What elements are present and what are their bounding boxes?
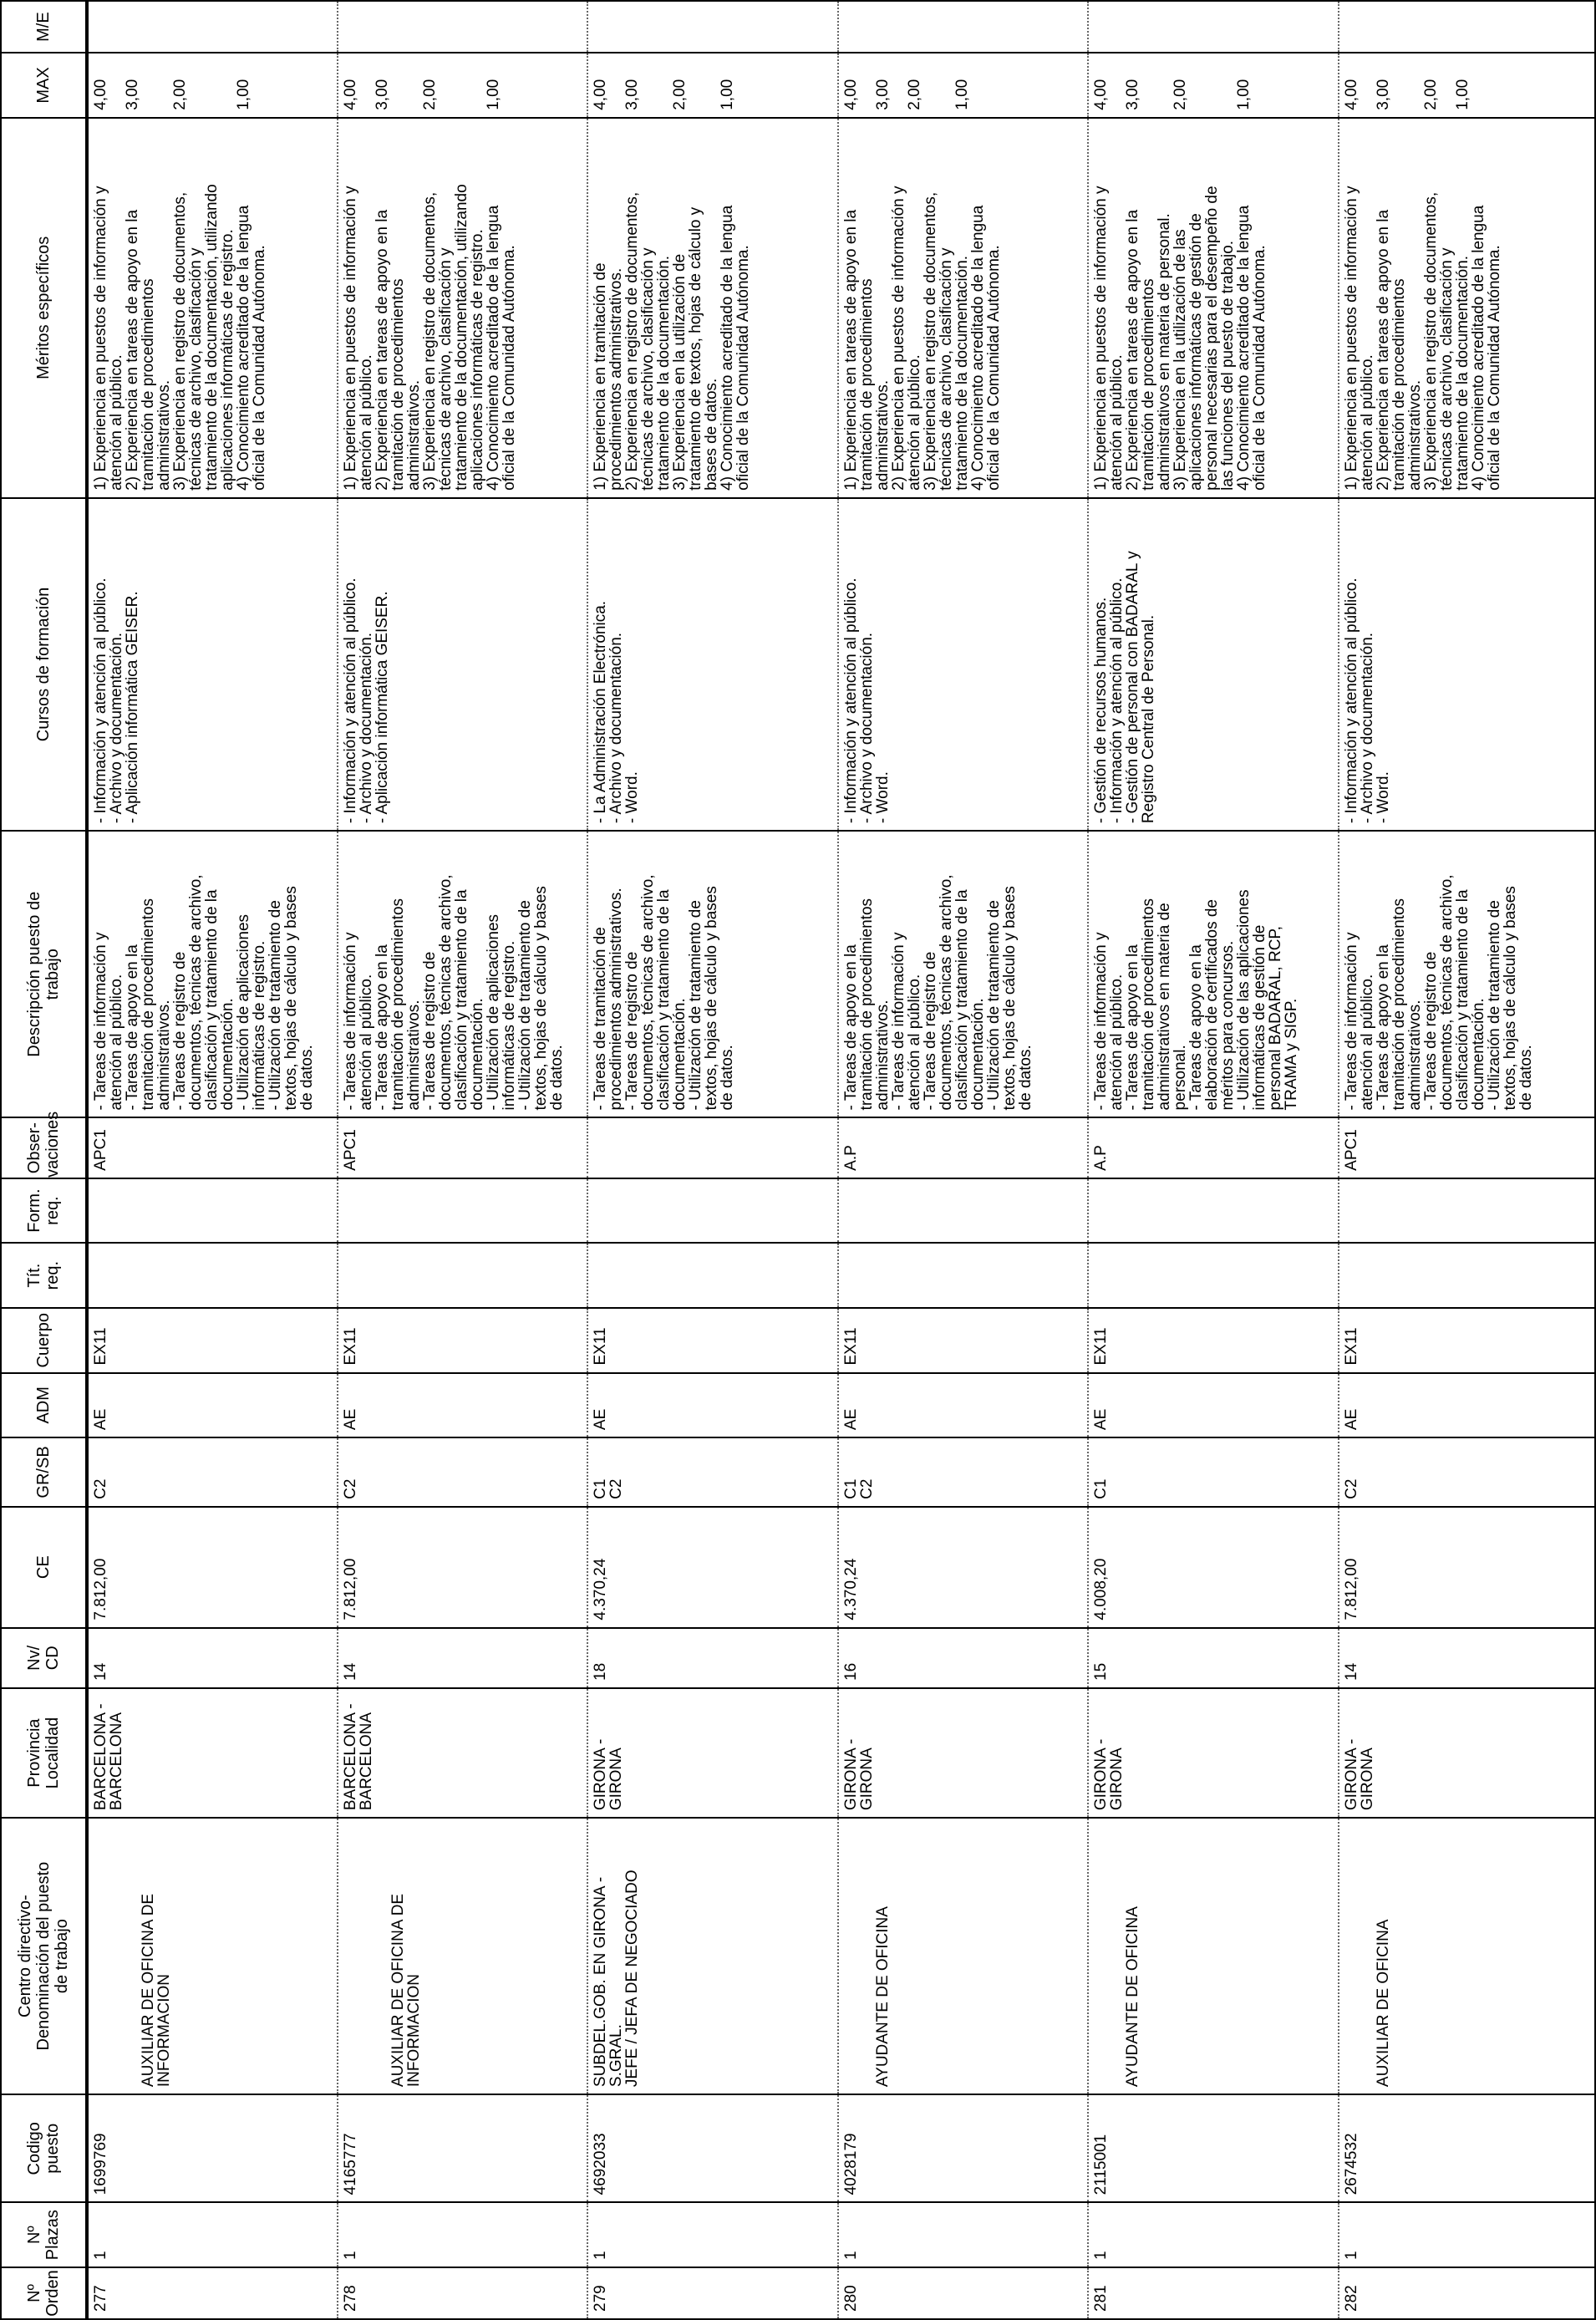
cell-me xyxy=(1088,1,1339,53)
cell-cuerpo: EX11 xyxy=(338,1308,588,1373)
cell-plazas: 1 xyxy=(1088,2202,1339,2267)
cell-orden: 278 xyxy=(338,2267,588,2319)
cell-cuerpo: EX11 xyxy=(838,1308,1089,1373)
cell-meritos: 1) Experiencia en puestos de información y atención al público. 2) Experiencia en tareas de apoyo en la tramitación de procedimientos administrativos. 3) Experiencia en registro de documentos, técnicas de archivo, clasificación y tratamiento de la documentación, utilizando aplicaciones informáticas de registro. 4) Conocimiento acreditado de la lengua oficial de la Comunidad Autónoma. xyxy=(87,118,338,498)
cell-provincia: GIRONA - GIRONA xyxy=(1088,1688,1339,1818)
cell-cuerpo: EX11 xyxy=(587,1308,838,1373)
cell-cursos: - Información y atención al público. - Archivo y documentación. - Aplicación informática GEISER. xyxy=(87,498,338,831)
table-row xyxy=(1339,1,1595,2319)
cell-provincia: GIRONA - GIRONA xyxy=(838,1688,1089,1818)
header-formacion: Form. req. xyxy=(1,1178,87,1244)
cell-adm: AE xyxy=(838,1373,1089,1438)
cell-centro: AUXILIAR DE OFICINA xyxy=(1339,1818,1595,2094)
cell-adm: AE xyxy=(87,1373,338,1438)
cell-centro: SUBDEL.GOB. EN GIRONA - S.GRAL. JEFE / JEFA DE NEGOCIADO xyxy=(587,1818,838,2094)
cell-plazas: 1 xyxy=(838,2202,1089,2267)
cell-max: 4,00 3,00 2,00 1,00 xyxy=(587,53,838,118)
cell-grupo: C2 xyxy=(87,1437,338,1507)
cell-meritos: 1) Experiencia en tareas de apoyo en la tramitación de procedimientos administrativos. 2) Experiencia en puestos de información y atención al público. 3) Experiencia en registro de documentos, técnicas de archivo, clasificación y tratamiento de la documentación. 4) Conocimiento acreditado de la lengua oficial de la Comunidad Autónoma. xyxy=(838,118,1089,498)
cell-cuerpo: EX11 xyxy=(1088,1308,1339,1373)
cell-adm: AE xyxy=(1088,1373,1339,1438)
cell-codigo: 2115001 xyxy=(1088,2094,1339,2202)
cell-observaciones: APC1 xyxy=(1339,1117,1595,1178)
cell-orden: 277 xyxy=(87,2267,338,2319)
header-grupo: GR/SB xyxy=(1,1437,87,1507)
cell-meritos: 1) Experiencia en puestos de información y atención al público. 2) Experiencia en tareas de apoyo en la tramitación de procedimientos administrativos. 3) Experiencia en registro de documentos, técnicas de archivo, clasificación y tratamiento de la documentación, utilizando aplicaciones informáticas de registro. 4) Conocimiento acreditado de la lengua oficial de la Comunidad Autónoma. xyxy=(338,118,588,498)
cell-nivel: 18 xyxy=(587,1628,838,1688)
cell-observaciones: A.P xyxy=(838,1117,1089,1178)
cell-orden: 280 xyxy=(838,2267,1089,2319)
cell-cursos: - Información y atención al público. - Archivo y documentación. - Word. xyxy=(1339,498,1595,831)
header-cursos: Cursos de formación xyxy=(1,498,87,831)
cell-observaciones: APC1 xyxy=(87,1117,338,1178)
header-descripcion: Descripción puesto de trabajo xyxy=(1,831,87,1117)
cell-observaciones: APC1 xyxy=(338,1117,588,1178)
header-meritos: Méritos específicos xyxy=(1,118,87,498)
cell-plazas: 1 xyxy=(1339,2202,1595,2267)
cell-descripcion: - Tareas de información y atención al público. - Tareas de apoyo en la tramitación de procedimientos administrativos. - Tareas de registro de documentos, técnicas de archivo, clasificación y tratamiento de la documentación. - Utilización de tratamiento de textos, hojas de cálculo y bases de datos. xyxy=(1339,831,1595,1117)
cell-max: 4,00 3,00 2,00 1,00 xyxy=(838,53,1089,118)
cell-descripcion: - Tareas de tramitación de procedimientos administrativos. - Tareas de registro de documentos, técnicas de archivo, clasificación y tratamiento de la documentación. - Utilización de tratamiento de textos, hojas de cálculo y bases de datos. xyxy=(587,831,838,1117)
header-plazas: Nº Plazas xyxy=(1,2202,87,2267)
cell-titulacion xyxy=(1088,1243,1339,1308)
cell-adm: AE xyxy=(1339,1373,1595,1438)
cell-meritos: 1) Experiencia en puestos de información y atención al público. 2) Experiencia en tareas de apoyo en la tramitación de procedimientos administrativos. 3) Experiencia en registro de documentos, técnicas de archivo, clasificación y tratamiento de la documentación. 4) Conocimiento acreditado de la lengua oficial de la Comunidad Autónoma. xyxy=(1339,118,1595,498)
table-row xyxy=(87,1,338,2319)
cell-formacion xyxy=(338,1178,588,1244)
cell-titulacion xyxy=(587,1243,838,1308)
cell-nivel: 14 xyxy=(338,1628,588,1688)
cell-ce: 7.812,00 xyxy=(338,1507,588,1628)
cell-max: 4,00 3,00 2,00 1,00 xyxy=(87,53,338,118)
cell-ce: 7.812,00 xyxy=(1339,1507,1595,1628)
cell-descripcion: - Tareas de información y atención al público. - Tareas de apoyo en la tramitación de procedimientos administrativos. - Tareas de registro de documentos, técnicas de archivo, clasificación y tratamiento de la documentación. - Utilización de aplicaciones informáticas de registro. - Utilización de tratamiento de textos, hojas de cálculo y bases de datos. xyxy=(87,831,338,1117)
cell-grupo: C1 xyxy=(1088,1437,1339,1507)
cell-cursos: - Información y atención al público. - Archivo y documentación. - Aplicación informática GEISER. xyxy=(338,498,588,831)
cell-cuerpo: EX11 xyxy=(87,1308,338,1373)
cell-titulacion xyxy=(1339,1243,1595,1308)
cell-plazas: 1 xyxy=(587,2202,838,2267)
cell-descripcion: - Tareas de apoyo en la tramitación de procedimientos administrativos. - Tareas de información y atención al público. - Tareas de registro de documentos, técnicas de archivo, clasificación y tratamiento de la documentación. - Utilización de tratamiento de textos, hojas de cálculo y bases de datos. xyxy=(838,831,1089,1117)
cell-grupo: C1 C2 xyxy=(838,1437,1089,1507)
cell-adm: AE xyxy=(338,1373,588,1438)
cell-nivel: 15 xyxy=(1088,1628,1339,1688)
cell-centro: AUXILIAR DE OFICINA DE INFORMACION xyxy=(87,1818,338,2094)
cell-provincia: GIRONA - GIRONA xyxy=(1339,1688,1595,1818)
header-nivel: Nv/ CD xyxy=(1,1628,87,1688)
cell-provincia: BARCELONA - BARCELONA xyxy=(338,1688,588,1818)
cell-orden: 279 xyxy=(587,2267,838,2319)
cell-formacion xyxy=(838,1178,1089,1244)
cell-orden: 282 xyxy=(1339,2267,1595,2319)
cell-cursos: - La Administración Electrónica. - Archivo y documentación. - Word. xyxy=(587,498,838,831)
cell-nivel: 14 xyxy=(1339,1628,1595,1688)
cell-codigo: 2674532 xyxy=(1339,2094,1595,2202)
cell-titulacion xyxy=(87,1243,338,1308)
cell-grupo: C2 xyxy=(338,1437,588,1507)
header-observaciones: Obser- vaciones xyxy=(1,1117,87,1178)
cell-observaciones: A.P xyxy=(1088,1117,1339,1178)
table-row xyxy=(838,1,1089,2319)
cell-max: 4,00 3,00 2,00 1,00 xyxy=(1339,53,1595,118)
cell-titulacion xyxy=(338,1243,588,1308)
header-ce: CE xyxy=(1,1507,87,1628)
cell-formacion xyxy=(1339,1178,1595,1244)
table-row xyxy=(587,1,838,2319)
header-cuerpo: Cuerpo xyxy=(1,1308,87,1373)
header-adm: ADM xyxy=(1,1373,87,1438)
table-row xyxy=(1088,1,1339,2319)
cell-me xyxy=(587,1,838,53)
cell-formacion xyxy=(587,1178,838,1244)
cell-observaciones xyxy=(587,1117,838,1178)
cell-centro: AUXILIAR DE OFICINA DE INFORMACION xyxy=(338,1818,588,2094)
cell-titulacion xyxy=(838,1243,1089,1308)
header-provincia: Provincia Localidad xyxy=(1,1688,87,1818)
cell-grupo: C1 C2 xyxy=(587,1437,838,1507)
cell-formacion xyxy=(1088,1178,1339,1244)
cell-codigo: 4692033 xyxy=(587,2094,838,2202)
header-codigo: Codigo puesto xyxy=(1,2094,87,2202)
cell-nivel: 16 xyxy=(838,1628,1089,1688)
header-titulacion: Tít. req. xyxy=(1,1243,87,1308)
cell-provincia: GIRONA - GIRONA xyxy=(587,1688,838,1818)
cell-adm: AE xyxy=(587,1373,838,1438)
cell-me xyxy=(338,1,588,53)
cell-codigo: 4028179 xyxy=(838,2094,1089,2202)
header-max: MAX xyxy=(1,53,87,118)
header-orden: Nº Orden xyxy=(1,2267,87,2319)
cell-descripcion: - Tareas de información y atención al público. - Tareas de apoyo en la tramitación de procedimientos administrativos en materia de personal. - Tareas de apoyo en la elaboración de certificados de méritos para concursos. - Utilización de las aplicaciones informáticas de gestión de personal BADARAL, RCP, TRAMA y SIGP. xyxy=(1088,831,1339,1117)
cell-cursos: - Información y atención al público. - Archivo y documentación. - Word. xyxy=(838,498,1089,831)
header-centro: Centro directivo- Denominación del puesto de trabajo xyxy=(1,1818,87,2094)
cell-me xyxy=(1339,1,1595,53)
cell-ce: 4.008,20 xyxy=(1088,1507,1339,1628)
cell-ce: 4.370,24 xyxy=(587,1507,838,1628)
cell-descripcion: - Tareas de información y atención al público. - Tareas de apoyo en la tramitación de procedimientos administrativos. - Tareas de registro de documentos, técnicas de archivo, clasificación y tratamiento de la documentación. - Utilización de aplicaciones informáticas de registro. - Utilización de tratamiento de textos, hojas de cálculo y bases de datos. xyxy=(338,831,588,1117)
cell-centro: AYUDANTE DE OFICINA xyxy=(1088,1818,1339,2094)
header-row xyxy=(1,1,87,2319)
cell-orden: 281 xyxy=(1088,2267,1339,2319)
cell-me xyxy=(87,1,338,53)
cell-plazas: 1 xyxy=(87,2202,338,2267)
cell-ce: 4.370,24 xyxy=(838,1507,1089,1628)
cell-me xyxy=(838,1,1089,53)
table-body xyxy=(87,1,1595,2319)
cell-formacion xyxy=(87,1178,338,1244)
cell-cursos: - Gestión de recursos humanos. - Información y atención al público. - Gestión de personal con BADARAL y Registro Central de Personal. xyxy=(1088,498,1339,831)
table-row xyxy=(338,1,588,2319)
cell-max: 4,00 3,00 2,00 1,00 xyxy=(338,53,588,118)
cell-codigo: 4165777 xyxy=(338,2094,588,2202)
cell-meritos: 1) Experiencia en tramitación de procedimientos administrativos. 2) Experiencia en registro de documentos, técnicas de archivo, clasificación y tratamiento de la documentación. 3) Experiencia en la utilización de tratamiento de textos, hojas de cálculo y bases de datos. 4) Conocimiento acreditado de la lengua oficial de la Comunidad Autónoma. xyxy=(587,118,838,498)
cell-meritos: 1) Experiencia en puestos de información y atención al público. 2) Experiencia en tareas de apoyo en la tramitación de procedimientos administrativos en materia de personal. 3) Experiencia en la utilización de las aplicaciones informáticas de gestión de personal necesarias para el desempeño de las funciones del puesto de trabajo. 4) Conocimiento acreditado de la lengua oficial de la Comunidad Autónoma. xyxy=(1088,118,1339,498)
cell-ce: 7.812,00 xyxy=(87,1507,338,1628)
cell-centro: AYUDANTE DE OFICINA xyxy=(838,1818,1089,2094)
cell-plazas: 1 xyxy=(338,2202,588,2267)
header-me: M/E xyxy=(1,1,87,53)
cell-provincia: BARCELONA - BARCELONA xyxy=(87,1688,338,1818)
cell-grupo: C2 xyxy=(1339,1437,1595,1507)
cell-max: 4,00 3,00 2,00 1,00 xyxy=(1088,53,1339,118)
cell-nivel: 14 xyxy=(87,1628,338,1688)
cell-cuerpo: EX11 xyxy=(1339,1308,1595,1373)
cell-codigo: 1699769 xyxy=(87,2094,338,2202)
